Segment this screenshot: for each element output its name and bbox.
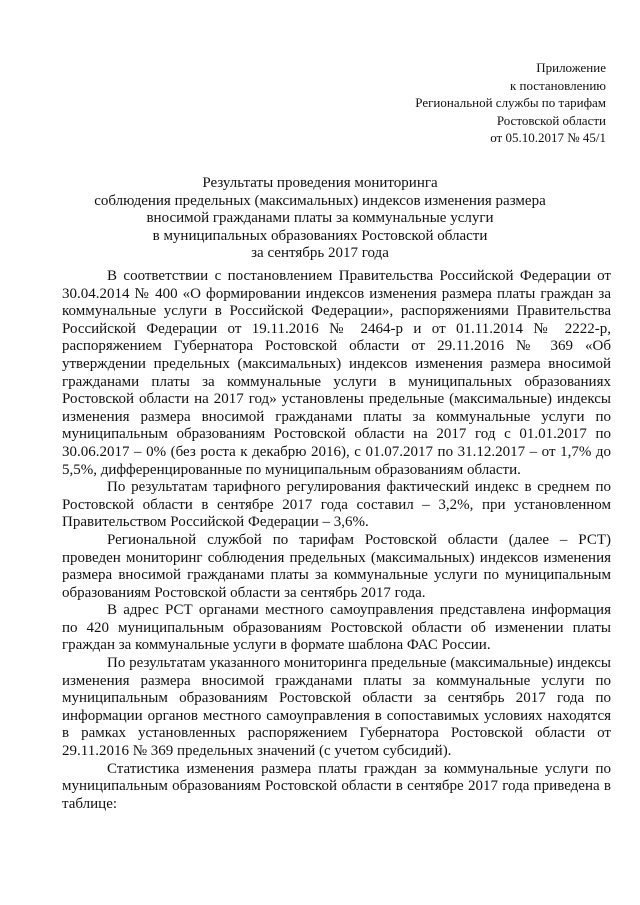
document-body (62, 268, 611, 813)
body-paragraph: Региональной службой по тарифам Ростовской области (далее – РСТ) проведен мониторинг соблюдения предельных (максимальных) индексов изменения размера вносимой гражданами платы за коммунальные услуги по муниципальным образованиям Ростовской области за сентябрь 2017 года. (62, 531, 611, 601)
document-title (0, 175, 640, 263)
body-paragraph: В соответствии с постановлением Правительства Российской Федерации от 30.04.2014 № 400 «О формировании индексов изменения размера платы граждан за коммунальные услуги в Российской Федерации», распоряжениями Правительства Российской Федерации от 19.11.2016 № 2464-р и от 01.11.2014 № 2222-р, распоряжением Губернатора Ростовской области от 29.11.2016 № 369 «Об утверждении предельных (максимальных) индексов изменения размера вносимой гражданами платы за коммунальные услуги в муниципальных образованиях Ростовской области на 2017 год» установлены предельные (максимальные) индексы изменения размера вносимой гражданами платы за коммунальные услуги по муниципальным образованиям Ростовской области на 2017 год с 01.01.2017 по 30.06.2017 – 0% (без роста к декабрю 2016), с 01.07.2017 по 31.12.2017 – от 1,7% до 5,5%, дифференцированные по муниципальным образованиям области. (62, 268, 611, 478)
body-paragraph: Статистика изменения размера платы граждан за коммунальные услуги по муниципальным образованиям Ростовской области в сентябре 2017 года приведена в таблице: (62, 760, 611, 812)
appendix-header (415, 59, 606, 147)
body-paragraph: По результатам указанного мониторинга предельные (максимальные) индексы изменения размера вносимой гражданами платы за коммунальные услуги по муниципальным образованиям Ростовской области за сентябрь 2017 года по информации органов местного самоуправления в сопоставимых условиях находятся в рамках установленных распоряжением Губернатора Ростовской области от 29.11.2016 № 369 предельных значений (с учетом субсидий). (62, 655, 611, 760)
appendix-line: Приложение (536, 60, 606, 75)
appendix-line: к постановлению (509, 77, 606, 93)
appendix-line: от 05.10.2017 № 45/1 (490, 130, 606, 145)
appendix-line: Ростовской области (496, 112, 606, 128)
title-line: соблюдения предельных (максимальных) индексов изменения размера (94, 192, 546, 209)
title-line: Результаты проведения мониторинга (202, 175, 438, 191)
title-line: в муниципальных образованиях Ростовской области (152, 227, 488, 244)
title-line: вносимой гражданами платы за коммунальные услуги (146, 210, 494, 227)
body-paragraph: По результатам тарифного регулирования фактический индекс в среднем по Ростовской области в сентябре 2017 года составил – 3,2%, при установленном Правительством Российской Федерации – 3,6%. (62, 479, 611, 531)
appendix-line: Региональной службы по тарифам (415, 95, 606, 110)
body-paragraph: В адрес РСТ органами местного самоуправления представлена информация по 420 муниципальным образованиям Ростовской области об изменении платы граждан за коммунальные услуги в формате шаблона ФАС России. (62, 602, 611, 654)
title-line: за сентябрь 2017 года (251, 245, 389, 262)
